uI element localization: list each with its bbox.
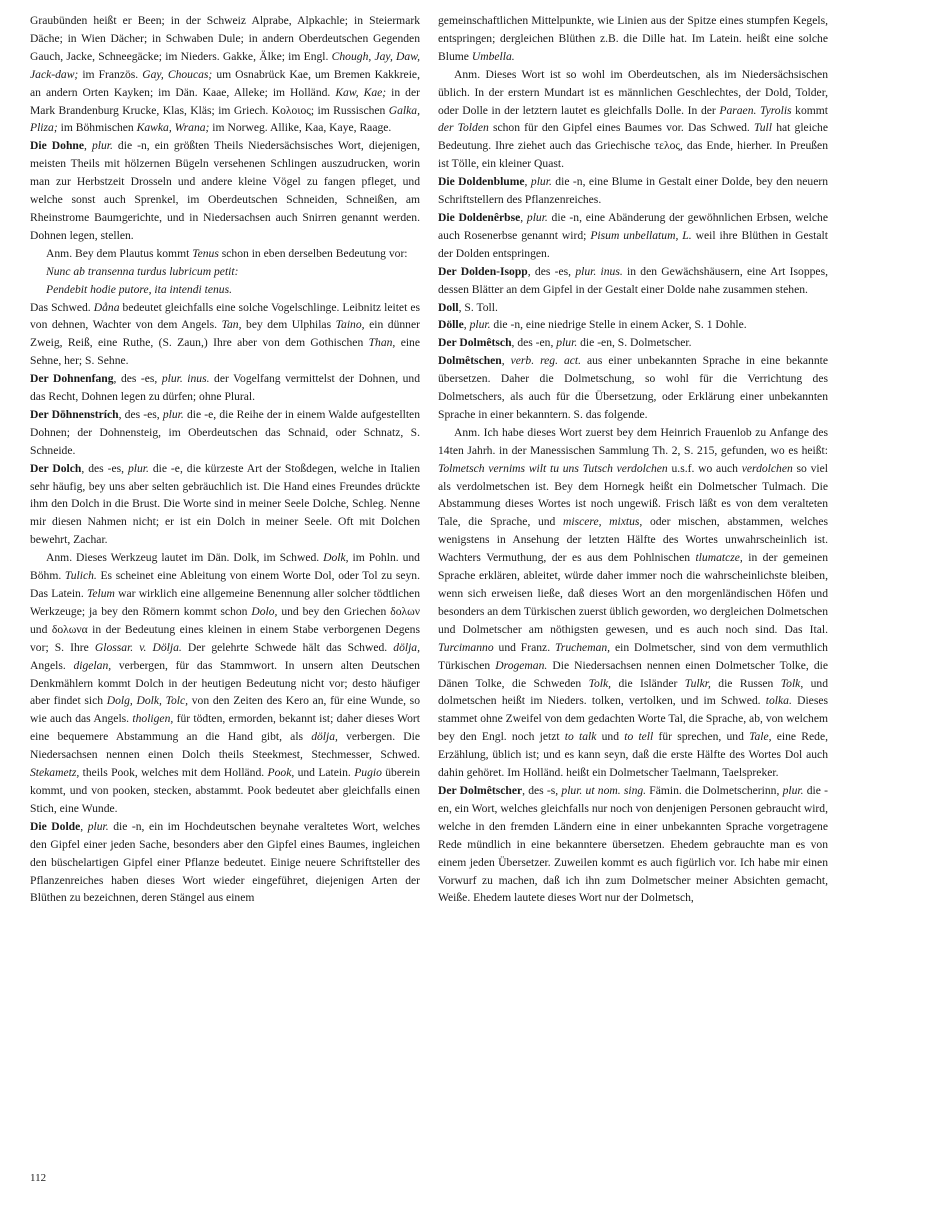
dictionary-entry: Der Dolden-Isopp, des -es, plur. inus. in den Gewächshäusern, eine Art Isoppes, dessen Blätter an dem Gipfel in der Gestalt einer Dolde nahe zusammen stehen.	[438, 264, 828, 296]
verse-line: Nunc ab transenna turdus lubricum petit:	[46, 264, 239, 278]
dictionary-entry: Die Dohne, plur. die -n, ein größten Theils Niedersächsisches Wort, diejenigen, meisten Theils mit hölzernen Bügeln versehenen Schlingen auszudrucken, worin man zur Herbstzeit Drosseln und andere kleine Vögel zu fangen pfleget, und welche sonst auch Sprenkel, im Oberdeutschen Schneiden, Schneißen, am Rheinstrome Baumgerichte, und in Niedersachsen auch Snirren genannt werden. Dohnen legen, stellen.	[30, 139, 421, 242]
dictionary-entry: Die Doldenêrbse, plur. die -n, eine Abänderung der gewöhnlichen Erbsen, welche auch Rosenerbse genannt wird; Pisum unbellatum, L. weil ihre Blüthen in Gestalt der Dolden entspringen.	[438, 210, 828, 260]
dictionary-entry: Dölle, plur. die -n, eine niedrige Stelle in einem Acker, S. 1 Dohle.	[438, 318, 747, 332]
paragraph: gemeinschaftlichen Mittelpunkte, wie Linien aus der Spitze eines stumpfen Kegels, entspringen; dergleichen Blüthen z.B. die Dille hat. Im Latein. heißt eine solche Blume Umbella.	[438, 14, 828, 63]
right-column	[438, 12, 828, 907]
paragraph: Anm. Dieses Werkzeug lautet im Dän. Dolk, im Schwed. Dolk, im Pohln. und Böhm. Tulich. Es scheinet eine Ableitung von einem Worte Dol, oder Tol zu seyn. Das Latein. Telum war wirklich eine allgemeine Benennung aller solcher tödtlichen Werkzeuge; ja bey den Römern kommt schon Dolo, und bey den Griechen δολων und δολωνα in der Bedeutung eines kleinen in einem Stabe verborgenen Degens vor; S. Ihre Glossar. v. Dölja. Der gelehrte Schwede hält das Schwed. dölja, Angels. digelan, verbergen, für das Stammwort. In unsern alten Deutschen Denkmählern kommt Dolch in der heutigen Bedeutung nicht vor; desto häufiger aber findet sich Dolg, Dolk, Tolc, von den Zeiten des Kero an, für eine Wunde, so wie auch das Angels. tholigen, für tödten, ermorden, bekannt ist; daher dieses Wort eine bequemere Abstammung an die Hand gibt, als dölja, verbergen. Die Niedersachsen nennen einen Dolch theils Steekmest, Stechmesser, Schwed. Stekametz, theils Pook, welches mit dem Holländ. Pook, und Latein. Pugio überein kommt, und von pooken, stecken, abstammt. Pook bedeutet aber gleichfalls einen Stich, eine Wunde.	[30, 551, 421, 815]
verse-line: Pendebit hodie putore, ita intendi tenus.	[46, 282, 233, 296]
paragraph: Graubünden heißt er Been; in der Schweiz Alprabe, Alpkachle; in Steiermark Däche; in Wien Dächer; in Schwaben Dule; in andern Oberdeutschen Gegenden Gauch, Jacke, Schneegäcke; im Nieders. Gakke, Älke; im Engl. Chough, Jay, Daw, Jack-daw; im Französ. Gay, Choucas; um Osnabrück Kae, um Bremen Kakkreie, an andern Orten Kayken; im Dän. Kaae, Alleke; im Holländ. Kaw, Kae; in der Mark Brandenburg Krucke, Klas, Kläs; im Griech. Κολοιος; im Russischen Galka, Pliza; im Böhmischen Kawka, Wrana; im Norweg. Allike, Kaa, Kaye, Raage.	[30, 14, 420, 135]
paragraph: Das Schwed. Dåna bedeutet gleichfalls eine solche Vogelschlinge. Leibnitz leitet es von dehnen, Wachter von dem Angels. Tan, bey dem Ulphilas Taino, ein dünner Zweig, Reiß, eine Ruthe, (S. Zaun,) Ihre aber von dem Gothischen Than, eine Sehne, her; S. Sehne.	[30, 300, 420, 368]
left-column	[30, 12, 420, 907]
dictionary-entry: Die Doldenblume, plur. die -n, eine Blume in Gestalt einer Dolde, bey den neuern Schriftstellern des Pflanzenreiches.	[438, 175, 828, 207]
dictionary-entry: Dolmêtschen, verb. reg. act. aus einer unbekannten Sprache in eine bekannte übersetzen. Daher die Dolmetschung, so wohl für die Verrichtung des Dolmetschers, als auch für die Übersetzung, oder Erklärung einer unbekannten Sprache in einer bekanntern. S. das folgende.	[438, 354, 829, 421]
dictionary-entry: Doll, S. Toll.	[438, 300, 498, 314]
dictionary-entry: Der Dōhnenstrích, des -es, plur. die -e, die Reihe der in einem Walde aufgestellten Dohnen; der Dohnensteig, im Oberdeutschen das Schnaid, oder Schnatz, S. Schneide.	[30, 407, 420, 457]
dictionary-entry: Der Dohnenfang, des -es, plur. inus. der Vogelfang vermittelst der Dohnen, und das Recht, Dohnen legen zu dürfen; ohne Plural.	[30, 372, 421, 404]
dictionary-entry: Der Dolch, des -es, plur. die -e, die kürzeste Art der Stoßdegen, welche in Italien sehr häufig, bey uns aber selten gebräuchlich ist. Die Hand eines Freundes drückte ihm den Dolch in die Brust. Die Worte sind in meiner Seele Dolche, Schleg. Nenne mir diesen Nahmen nicht; er ist ein Dolch in meiner Seele. Oft mit Dolchen bewehrt, Zachar.	[30, 461, 421, 547]
dictionary-entry: Der Dolmêtscher, des -s, plur. ut nom. sing. Fämin. die Dolmetscherinn, plur. die -en, ein Wort, welches gleichfalls nur noch von denjenigen Personen gebraucht wird, welche in den fremden Ländern eine in einer unbekannten Sprache vorgetragene Rede mündlich in eine bekanntere übersetzen. Ehedem gebrauchte man es von einem jeden Übersetzer. Zuweilen kommt es auch figürlich vor. Ich habe mir einen Vorwurf zu machen, daß ich ihn zum Dolmetscher meiner Absichten gemacht, Weiße. Ehedem lautete dieses Wort nur der Dolmetsch,	[438, 783, 828, 905]
dictionary-entry: Der Dolmêtsch, des -en, plur. die -en, S. Dolmetscher.	[438, 336, 692, 350]
page-number: 112	[30, 1172, 47, 1184]
dictionary-entry: Die Dolde, plur. die -n, ein im Hochdeutschen beynahe veraltetes Wort, welches den Gipfel einer jeden Sache, besonders aber den Gipfel eines Baumes, ingleichen den büschelartigen Gipfel einer Pflanze bedeutet. Einige neuere Schriftsteller des Pflanzenreiches haben dieses Wort wieder eingeführet, diejenigen Arten der Blüthen zu bezeichnen, deren Stängel aus einem	[30, 819, 420, 905]
paragraph: Anm. Dieses Wort ist so wohl im Oberdeutschen, als im Niedersächsischen üblich. In der erstern Mundart ist es männlichen Geschlechtes, der Dold, Tolder, oder Dolle in der letztern lautet es gleichfalls Dolle. In der Paraen. Tyrolis kommt der Tolden schon für den Gipfel eines Baumes vor. Das Schwed. Tull hat gleiche Bedeutung. Ihre ziehet auch das Griechische τελος, das Ende, hierher. In Preußen ist Tölle, ein kleiner Quast.	[438, 67, 829, 171]
paragraph: Anm. Ich habe dieses Wort zuerst bey dem Heinrich Frauenlob zu Anfange des 14ten Jahrh. in der Manessischen Sammlung Th. 2, S. 215, gefunden, wo es heißt: Tolmetsch vernims wilt tu uns Tutsch verdolchen u.s.f. wo auch verdolchen so viel als verdolmetschen ist. Bey dem Hornegk heißt ein Dolmetscher Tulmach. Die Abstammung dieses Wortes ist noch ungewiß. Frisch läßt es von dem veralteten Tale, die Sprache, und miscere, mixtus, oder mischen, abstammen, welches wenigstens in Ansehung der letzten Hälfte des Wortes unwahrscheinlich ist. Wachters Vermuthung, der es aus dem Pohlnischen tlumatcze, in der gemeinen Sprache erklären, ableitet, würde daher immer noch die wahrscheinlichste bleiben, wenn sich erweisen ließe, daß dieses Wort an den morgenländischen Höfen und besonders an dem Türkischen zuerst üblich geworden, wo dergleichen Dolmetschen und Dolmetscher am nöthigsten gewesen, und es auch noch sind. Das Ital. Turcimanno und Franz. Trucheman, ein Dolmetscher, sind von dem vermuthlich Türkischen Drogeman. Die Niedersachsen nennen einen Dolmetscher Tolke, die Dänen Tolke, die Schweden Tolk, die Isländer Tulkr, die Russen Tolk, und dolmetschen heißt im Nieders. tolken, vertolken, und im Schwed. tolka. Dieses stammet ohne Zweifel von dem gedachten Worte Tal, die Sprache, ab, von welchem bey den Engl. noch jetzt to talk und to tell für sprechen, und Tale, eine Rede, Erzählung, üblich ist; und es kann seyn, daß die erste Hälfte des Wortes Dol auch dahin gehöret. Im Holländ. heißt ein Dolmetscher Taelmann, Taelspreker.	[438, 425, 829, 780]
paragraph: Anm. Bey dem Plautus kommt Tenus schon in eben derselben Bedeutung vor:	[46, 246, 408, 260]
